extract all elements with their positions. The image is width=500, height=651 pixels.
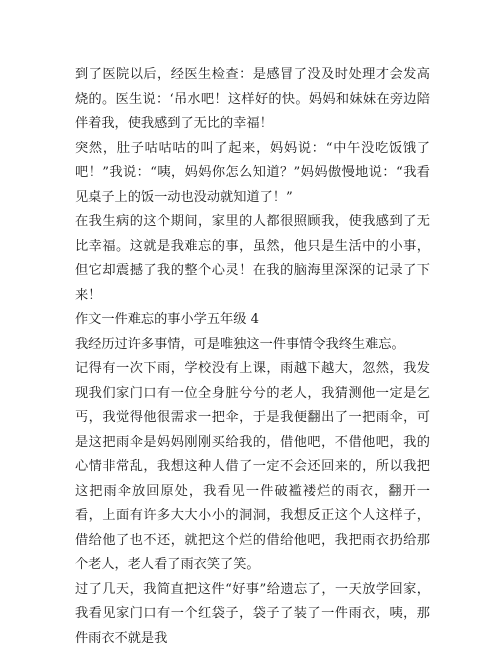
paragraph-hospital: 到了医院以后，经医生检查：是感冒了没及时处理才会发高烧的。医生说：‘吊水吧！这样好的快。妈妈和妹妹在旁边陪伴着我，使我感到了无比的幸福！ (75, 63, 430, 137)
paragraph-intro: 我经历过许多事情，可是唯独这一件事情令我终生难忘。 (75, 333, 430, 358)
paragraph-hungry: 突然，肚子咕咕咕的叫了起来，妈妈说：“中午没吃饭饿了吧！”我说：“咦，妈妈你怎么知道？”妈妈傲慢地说：“我看见桌子上的饭一动也没动就知道了！” (75, 137, 430, 211)
paragraph-few-days: 过了几天，我简直把这件“好事”给遗忘了，一天放学回家，我看见家门口有一个红袋子，袋子了装了一件雨衣，咦，那件雨衣不就是我 (75, 578, 430, 651)
paragraph-rain: 记得有一次下雨，学校没有上课，雨越下越大，忽然，我发现我们家门口有一位全身脏兮兮的老人，我猜测他一定是乞丐，我觉得他很需求一把伞，于是我便翻出了一把雨伞，可是这把雨伞是妈妈刚刚买给我的，借他吧，不借他吧，我的心情非常乱，我想这种人借了一定不会还回来的，所以我把这把雨伞放回原处，我看见一件破褴褛烂的雨衣，翻开一看，上面有许多大大小小的洞洞，我想反正这个人这样子，借给他了也不还，就把这个烂的借给他吧，我把雨衣扔给那个老人，老人看了雨衣笑了笑。 (75, 357, 430, 578)
document-body (75, 63, 430, 651)
essay-heading: 作文一件难忘的事小学五年级 4 (75, 308, 430, 333)
paragraph-care: 在我生病的这个期间，家里的人都很照顾我，使我感到了无比幸福。这就是我难忘的事，虽然，他只是生活中的小事，但它却震撼了我的整个心灵！在我的脑海里深深的记录了下来！ (75, 210, 430, 308)
